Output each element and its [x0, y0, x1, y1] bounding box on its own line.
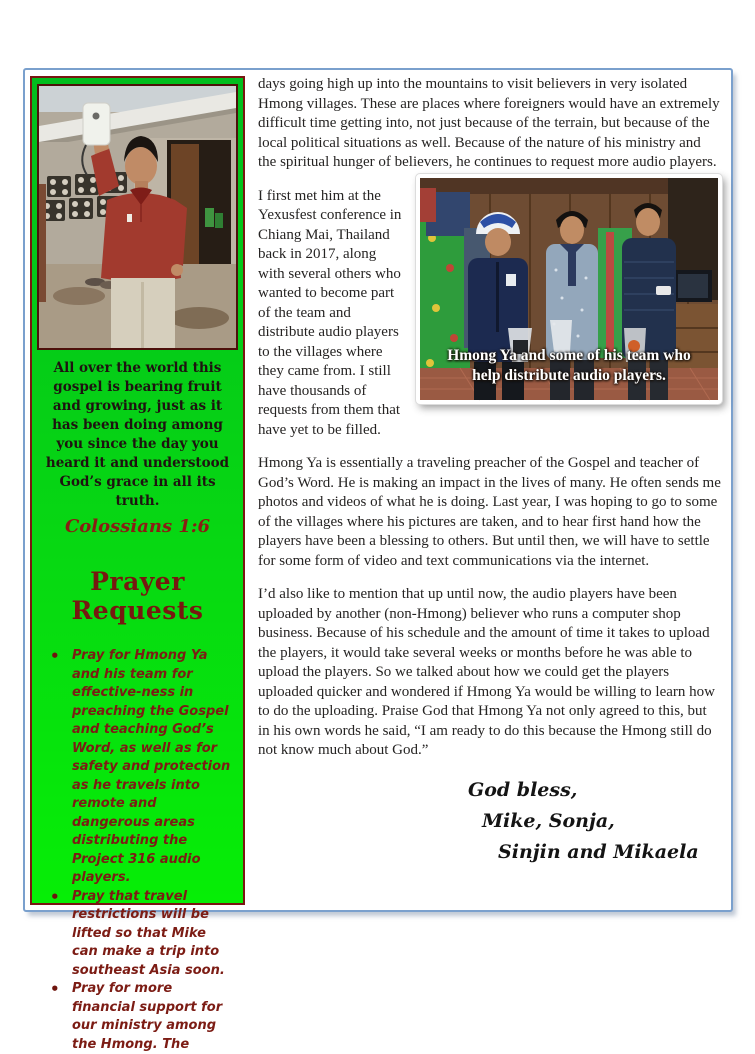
- page-border-frame: [23, 68, 733, 1052]
- body-paragraph-4: I’d also like to mention that up until now, the audio players have been uploaded by another (non-Hmong) believer who runs a computer shop business. Because of his schedule and the amount of time it takes to upload the players, it would take several weeks or months before he was able to upload the players. So we talked about how we could get the players uploaded quicker and wondered if Hmong Ya would be willing to learn how to do the uploading. Praise God that Hmong Ya not only agreed to this, but in his own words he said, “I am ready to do this because the Hmong still do not know much about God.”: [258, 586, 715, 758]
- body-paragraph-2: I first met him at the Yexusfest conference in Chiang Mai, Thailand back in 2017, along with several others who wanted to become part of the team and distribute audio players to the villages where they came from. I still have thousands of requests from them that have yet to be filled.: [258, 187, 402, 438]
- signature-line: God bless,: [468, 778, 578, 801]
- signature-line: Sinjin and Mikaela: [498, 840, 699, 863]
- main-text-column: [258, 75, 722, 868]
- paragraph-text: days going high up into the mountains to visit believers in very isolated Hmong villages. These are places where foreigners would have an extremely difficult time getting into, not just because of the terrain, but because of the local political situations as well. Because of the nature of his ministry and the spiritual hunger of believers, he continues to request: [258, 76, 720, 170]
- prayer-request-list: [32, 647, 233, 1054]
- prayer-item: • Pray that travel restrictions will be lifted so that Mike can make a trip into southeast Asia soon.: [70, 888, 233, 981]
- sidebar: [30, 76, 245, 1052]
- hmong-ya-photo-image: [39, 86, 236, 348]
- body-paragraph-3: Hmong Ya is essentially a traveling preacher of the Gospel and teacher of God’s Word. He is making an impact in the lives of many. He often sends me photos and videos of what he is doing. Last year, I was hoping to go to some of the villages where his pictures are taken, and to hear first hand how the players have been a blessing to others. But until then, we will have to settle for some form of video and text communications via the internet.: [258, 455, 721, 569]
- verse-reference: Colossians 1:6: [64, 516, 211, 537]
- hmong-ya-photo: [37, 84, 238, 350]
- prayer-item: • Pray for Hmong Ya and his team for effective-ness in preaching the Gospel and teaching God’s Word, as well as for safety and protection as he travels into remote and dangerous areas distributing the Project 316 audio players.: [70, 647, 233, 888]
- team-photo: [416, 174, 722, 404]
- signature-line: Mike, Sonja,: [482, 809, 615, 832]
- team-photo-caption: Hmong Ya and some of his team who help distribute audio players.: [447, 346, 691, 384]
- prayer-requests-heading: Prayer Requests: [71, 567, 204, 625]
- sidebar-verse: All over the world this gospel is bearing fruit and growing, just as it has been doing among you since the day you heard it and understood God’s grace in all its truth.: [45, 360, 230, 509]
- prayer-item: • Pray for more financial support for our ministry among the Hmong. The: [70, 980, 233, 1054]
- signature-block: [468, 775, 722, 868]
- paragraph-text: more audio players.: [597, 154, 717, 170]
